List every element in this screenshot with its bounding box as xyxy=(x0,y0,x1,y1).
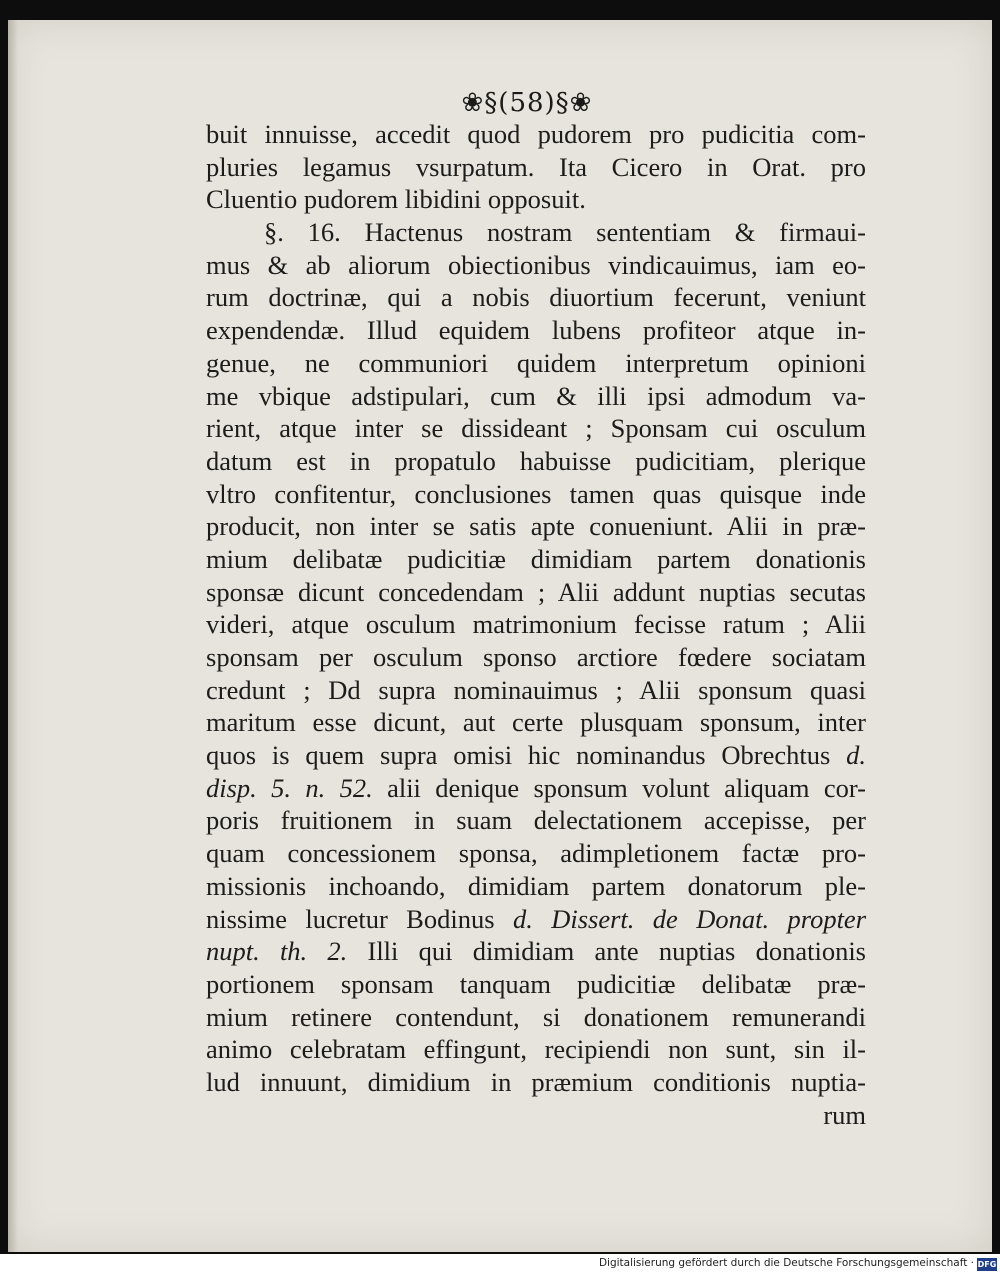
text-line xyxy=(206,903,866,936)
text-line xyxy=(206,478,866,511)
text-line xyxy=(206,1066,866,1099)
text-line xyxy=(206,412,866,445)
text-line xyxy=(206,445,866,478)
line-text: portionem sponsam tanquam pudicitiæ delibatæ præ- xyxy=(206,968,866,999)
line-text: animo celebratam effingunt, recipiendi non sunt, sin il- xyxy=(206,1034,866,1065)
text-line xyxy=(206,935,866,968)
text-line xyxy=(206,576,866,609)
line-text: quam concessionem sponsa, adimpletionem factæ pro- xyxy=(206,838,866,869)
text-line xyxy=(206,510,866,543)
line-text: maritum esse dicunt, aut certe plusquam sponsum, inter xyxy=(206,707,866,738)
line-text: nissime lucretur Bodinus xyxy=(206,903,495,934)
line-text: §. 16. Hactenus nostram sententiam & firmaui- xyxy=(264,217,866,248)
line-text: rum doctrinæ, qui a nobis diuortium fecerunt, veniunt xyxy=(206,282,866,313)
text-line xyxy=(206,281,866,314)
text-line xyxy=(206,216,866,249)
line-text: missionis inchoando, dimidiam partem donatorum ple- xyxy=(206,870,866,901)
text-line xyxy=(206,837,866,870)
line-text: datum est in propatulo habuisse pudicitiam, plerique xyxy=(206,445,866,476)
line-text: genue, ne communiori quidem interpretum opinioni xyxy=(206,347,866,378)
citation-text: d. xyxy=(846,740,866,771)
line-text: alii denique sponsum volunt aliquam cor- xyxy=(372,772,866,803)
line-text: credunt ; Dd supra nominauimus ; Alii sponsum quasi xyxy=(206,674,866,705)
line-text: sponsæ dicunt concedendam ; Alii addunt nuptias secutas xyxy=(206,576,866,607)
line-text: sponsam per osculum sponso arctiore fœdere sociatam xyxy=(206,642,866,672)
text-line xyxy=(206,968,866,1001)
page-header: ❀§(58)§❀ xyxy=(461,88,593,118)
line-text: pluries legamus vsurpatum. Ita Cicero in Orat. pro xyxy=(206,151,866,182)
text-line xyxy=(206,641,866,674)
line-text: mium delibatæ pudicitiæ dimidiam partem donationis xyxy=(206,543,866,574)
footer-credit: Digitalisierung gefördert durch die Deutsche Forschungsgemeinschaft · xyxy=(598,1257,974,1269)
line-text: me vbique adstipulari, cum & illi ipsi admodum va- xyxy=(206,380,866,411)
line-text: producit, non inter se satis apte conueniunt. Alii in præ- xyxy=(206,511,866,542)
text-line xyxy=(206,249,866,282)
dfg-logo: DFG xyxy=(977,1260,997,1269)
text-line xyxy=(206,674,866,707)
line-text: lud innuunt, dimidium in præmium conditionis nuptia- xyxy=(206,1066,866,1097)
line-text: vltro confitentur, conclusiones tamen quas quisque inde xyxy=(206,478,866,509)
line-text: Illi qui dimidiam ante nuptias donationis xyxy=(347,936,866,967)
line-text: videri, atque osculum matrimonium fecisse ratum ; Alii xyxy=(206,609,866,640)
text-line xyxy=(206,804,866,837)
line-text: quos is quem supra omisi hic nominandus Obrechtus xyxy=(206,740,831,771)
citation-text: nupt. th. 2. xyxy=(206,936,348,967)
text-line xyxy=(206,118,866,151)
text-line xyxy=(206,151,866,184)
text-line xyxy=(206,772,866,805)
line-text: Cluentio pudorem libidini opposuit. xyxy=(206,184,586,215)
line-text: poris fruitionem in suam delectationem accepisse, per xyxy=(206,805,866,836)
line-text: mium retinere contendunt, si donationem remunerandi xyxy=(206,1001,866,1032)
line-text: mus & ab aliorum obiectionibus vindicauimus, iam eo- xyxy=(206,249,866,280)
citation-text: d. Dissert. de Donat. propter xyxy=(512,903,867,934)
line-text: expendendæ. Illud equidem lubens profiteor atque in- xyxy=(206,315,866,346)
citation-text: disp. 5. n. 52. xyxy=(206,772,373,803)
text-line xyxy=(206,608,866,641)
line-text: rum xyxy=(823,1099,866,1130)
text-line xyxy=(206,314,866,347)
text-line xyxy=(206,347,866,380)
text-line xyxy=(206,183,866,216)
text-line xyxy=(206,1001,866,1034)
text-line xyxy=(206,543,866,576)
text-line xyxy=(206,1099,866,1132)
page-body-text xyxy=(206,118,866,1131)
text-line xyxy=(206,739,866,772)
text-line xyxy=(206,870,866,903)
line-text: rient, atque inter se dissideant ; Sponsam cui osculum xyxy=(206,413,866,444)
text-line xyxy=(206,380,866,413)
text-line xyxy=(206,706,866,739)
text-line xyxy=(206,1033,866,1066)
line-text: buit innuisse, accedit quod pudorem pro pudicitia com- xyxy=(206,119,866,149)
footer-bar xyxy=(0,1256,1000,1275)
